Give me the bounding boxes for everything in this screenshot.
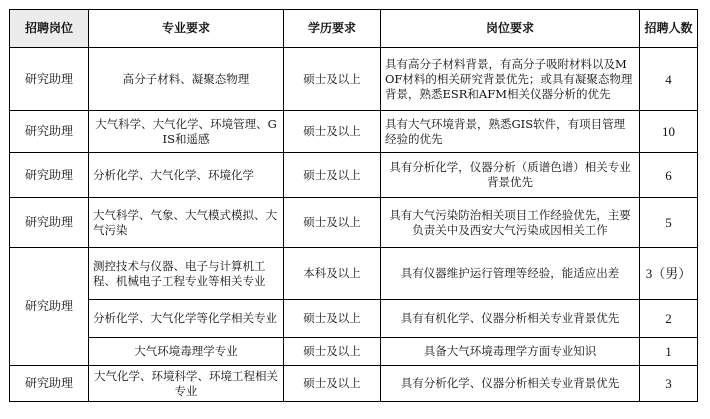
major-cell: 测控技术与仪器、电子与计算机工程、机械电子工程专业等相关专业	[89, 248, 284, 300]
table-row	[10, 300, 698, 338]
count-cell: 3	[640, 366, 698, 402]
table-row	[10, 366, 698, 402]
major-cell: 大气化学、环境科学、环境工程相关专业	[89, 366, 284, 402]
requirements-cell: 具备大气环境毒理学方面专业知识	[381, 338, 640, 366]
education-cell: 硕士及以上	[284, 48, 381, 111]
education-cell: 硕士及以上	[284, 338, 381, 366]
count-cell: 2	[640, 300, 698, 338]
table-row	[10, 338, 698, 366]
position-cell: 研究助理	[10, 153, 89, 198]
education-cell: 本科及以上	[284, 248, 381, 300]
major-cell: 分析化学、大气化学、环境化学	[89, 153, 284, 198]
requirements-cell: 具有高分子材料背景，有高分子吸附材料以及MOF材料的相关研究背景优先；或具有凝聚态物理背景，熟悉ESR和AFM相关仪器分析的优先	[381, 48, 640, 111]
position-cell: 研究助理	[10, 366, 89, 402]
major-cell: 大气环境毒理学专业	[89, 338, 284, 366]
education-cell: 硕士及以上	[284, 111, 381, 153]
major-cell: 大气科学、气象、大气模式模拟、大气污染	[89, 198, 284, 248]
education-cell: 硕士及以上	[284, 153, 381, 198]
header-education: 学历要求	[284, 10, 381, 48]
requirements-cell: 具有仪器维护运行管理等经验，能适应出差	[381, 248, 640, 300]
header-count: 招聘人数	[640, 10, 698, 48]
position-cell: 研究助理	[10, 248, 89, 366]
requirements-cell: 具有大气污染防治相关项目工作经验优先，主要负责关中及西安大气污染成因相关工作	[381, 198, 640, 248]
major-cell: 分析化学、大气化学等化学相关专业	[89, 300, 284, 338]
education-cell: 硕士及以上	[284, 300, 381, 338]
count-cell: 10	[640, 111, 698, 153]
position-cell: 研究助理	[10, 198, 89, 248]
count-cell: 5	[640, 198, 698, 248]
major-cell: 高分子材料、凝聚态物理	[89, 48, 284, 111]
position-cell: 研究助理	[10, 48, 89, 111]
requirements-cell: 具有分析化学，仪器分析（质谱色谱）相关专业背景优先	[381, 153, 640, 198]
requirements-cell: 具有分析化学、仪器分析相关专业背景优先	[381, 366, 640, 402]
count-cell: 4	[640, 48, 698, 111]
table-row	[10, 153, 698, 198]
table-row	[10, 248, 698, 300]
header-major: 专业要求	[89, 10, 284, 48]
table-row	[10, 198, 698, 248]
position-cell: 研究助理	[10, 111, 89, 153]
education-cell: 硕士及以上	[284, 198, 381, 248]
requirements-cell: 具有有机化学、仪器分析相关专业背景优先	[381, 300, 640, 338]
header-position: 招聘岗位	[10, 10, 89, 48]
header-requirements: 岗位要求	[381, 10, 640, 48]
count-cell: 1	[640, 338, 698, 366]
count-cell: 6	[640, 153, 698, 198]
requirements-cell: 具有大气环境背景，熟悉GIS软件，有项目管理经验的优先	[381, 111, 640, 153]
table-row	[10, 48, 698, 111]
count-cell: 3（男）	[640, 248, 698, 300]
recruitment-table	[9, 9, 698, 402]
table-header-row	[10, 10, 698, 48]
table-row	[10, 111, 698, 153]
major-cell: 大气科学、大气化学、环境管理、GIS和遥感	[89, 111, 284, 153]
education-cell: 硕士及以上	[284, 366, 381, 402]
